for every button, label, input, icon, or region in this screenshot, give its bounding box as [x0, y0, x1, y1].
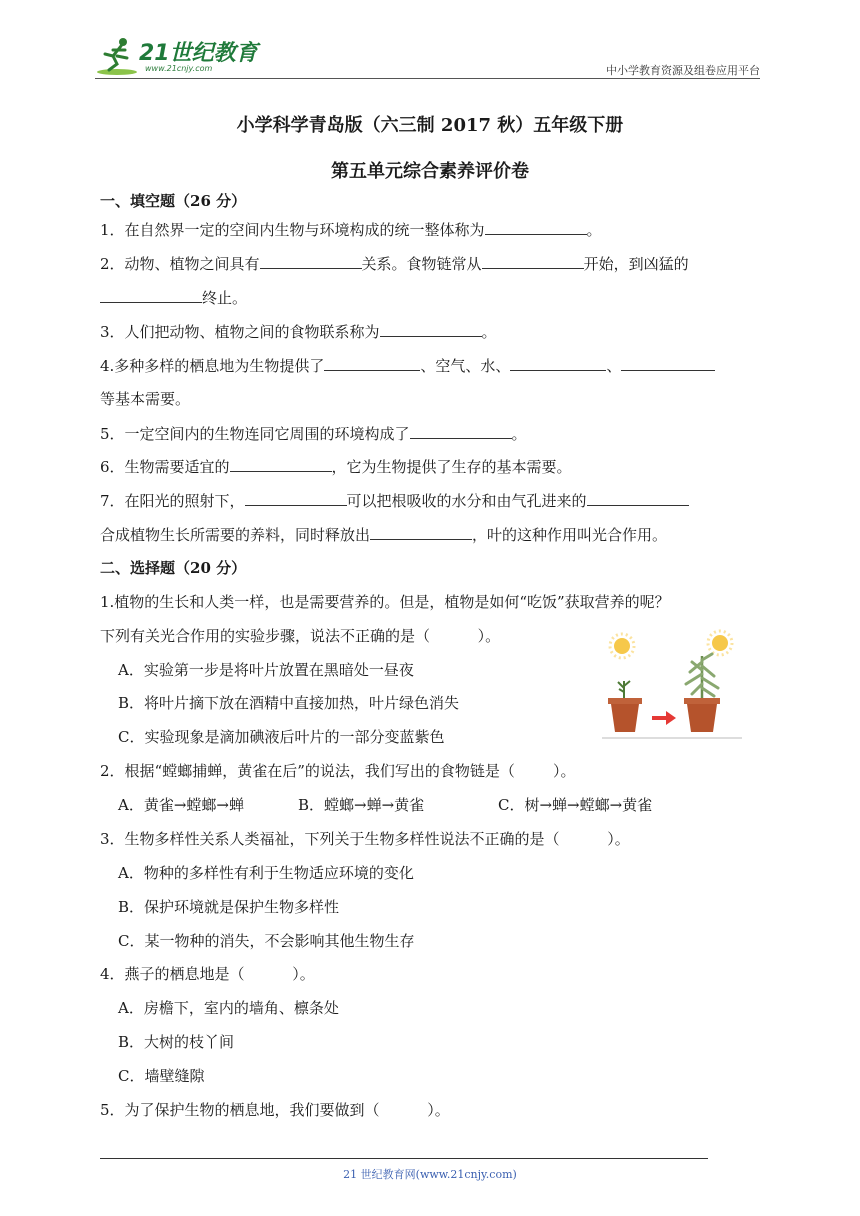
fill-question-7: 7．在阳光的照射下， 可以把根吸收的水分和由气孔进来的: [100, 490, 689, 511]
choice-option-a[interactable]: A．物种的多样性有利于生物适应环境的变化: [118, 864, 414, 882]
choice-question-5-stem: 5．为了保护生物的栖息地，我们要做到（ ）。: [100, 1101, 450, 1119]
fill-question-5: 5．一定空间内的生物连同它周围的环境构成了 。: [100, 425, 527, 443]
small-plant-pot-icon: [608, 681, 642, 732]
plant-growth-illustration: [602, 626, 742, 741]
document-subtitle: 第五单元综合素养评价卷: [331, 161, 529, 182]
section1-heading: 一、填空题（26 分）: [100, 192, 247, 210]
page-header: [95, 34, 760, 78]
choice-question-1-stem-cont: 下列有关光合作用的实验步骤，说法不正确的是（ ）。: [100, 627, 501, 645]
logo-url: www.21cnjy.com: [145, 64, 213, 73]
choice-option-b[interactable]: B．将叶片摘下放在酒精中直接加热，叶片绿色消失: [118, 694, 460, 712]
fill-question-3: 3．人们把动物、植物之间的食物联系称为 。: [100, 323, 497, 341]
choice-option-c[interactable]: C．墙壁缝隙: [118, 1067, 205, 1085]
fill-question-2: 2．动物、植物之间具有 关系。食物链常从 开始，到凶猛的: [100, 255, 689, 273]
choice-question-2-stem: 2．根据“螳螂捕蝉，黄雀在后”的说法，我们写出的食物链是（ ）。: [100, 762, 576, 780]
answer-blank[interactable]: [410, 424, 512, 439]
answer-blank[interactable]: [370, 525, 472, 540]
choice-option-c[interactable]: C．实验现象是滴加碘液后叶片的一部分变蓝紫色: [118, 728, 445, 746]
answer-blank[interactable]: [510, 356, 606, 371]
logo-text: 21世纪教育: [139, 41, 258, 66]
choice-question-1-stem: 1.植物的生长和人类一样，也是需要营养的。但是，植物是如何“吃饭”获取营养的呢？: [100, 593, 670, 611]
header-tagline: 中小学教育资源及组卷应用平台: [606, 64, 760, 77]
site-logo[interactable]: [95, 34, 265, 78]
choice-question-4-stem: 4．燕子的栖息地是（ ）。: [100, 965, 315, 983]
sun-icon: [610, 634, 634, 658]
fill-question-4-cont: 等基本需要。: [100, 390, 191, 408]
sun-icon: [708, 631, 732, 655]
answer-blank[interactable]: [260, 254, 362, 269]
choice-option-c[interactable]: C．某一物种的消失，不会影响其他生物生存: [118, 932, 415, 950]
footer-divider: [100, 1158, 708, 1159]
choice-option-a[interactable]: A．房檐下，室内的墙角、檩条处: [118, 999, 339, 1017]
answer-blank[interactable]: [621, 356, 715, 371]
answer-blank[interactable]: [230, 457, 332, 472]
answer-blank[interactable]: [324, 356, 420, 371]
section2-heading: 二、选择题（20 分）: [100, 559, 247, 577]
fill-question-1: 1．在自然界一定的空间内生物与环境构成的统一整体称为 。: [100, 221, 602, 239]
grown-plant-pot-icon: [684, 654, 720, 732]
header-divider: [95, 78, 760, 79]
arrow-icon: [652, 711, 676, 725]
document-title: 小学科学青岛版（六三制 2017 秋）五年级下册: [236, 115, 624, 136]
choice-option-c[interactable]: C．树→蝉→螳螂→黄雀: [498, 796, 653, 814]
answer-blank[interactable]: [245, 491, 347, 506]
fill-question-6: 6．生物需要适宜的 ，它为生物提供了生存的基本需要。: [100, 458, 572, 476]
footer-link[interactable]: 21 世纪教育网(www.21cnjy.com): [343, 1168, 517, 1181]
answer-blank[interactable]: [100, 288, 202, 303]
choice-option-a[interactable]: A．黄雀→螳螂→蝉: [118, 796, 244, 814]
answer-blank[interactable]: [482, 254, 584, 269]
choice-option-a[interactable]: A．实验第一步是将叶片放置在黑暗处一昼夜: [118, 661, 414, 679]
fill-question-4: 4.多种多样的栖息地为生物提供了 、空气、水、 、: [100, 355, 715, 376]
choice-option-b[interactable]: B．大树的枝丫间: [118, 1033, 235, 1051]
answer-blank[interactable]: [380, 322, 482, 337]
fill-question-2-cont: 终止。: [100, 287, 247, 308]
choice-question-3-stem: 3．生物多样性关系人类福祉，下列关于生物多样性说法不正确的是（ ）。: [100, 830, 630, 848]
runner-logo-icon: [95, 36, 139, 76]
answer-blank[interactable]: [485, 220, 587, 235]
choice-option-b[interactable]: B．螳螂→蝉→黄雀: [298, 796, 425, 814]
fill-question-7-cont: 合成植物生长所需要的养料，同时释放出 ，叶的这种作用叫光合作用。: [100, 526, 668, 544]
answer-blank[interactable]: [587, 491, 689, 506]
choice-option-b[interactable]: B．保护环境就是保护生物多样性: [118, 898, 340, 916]
